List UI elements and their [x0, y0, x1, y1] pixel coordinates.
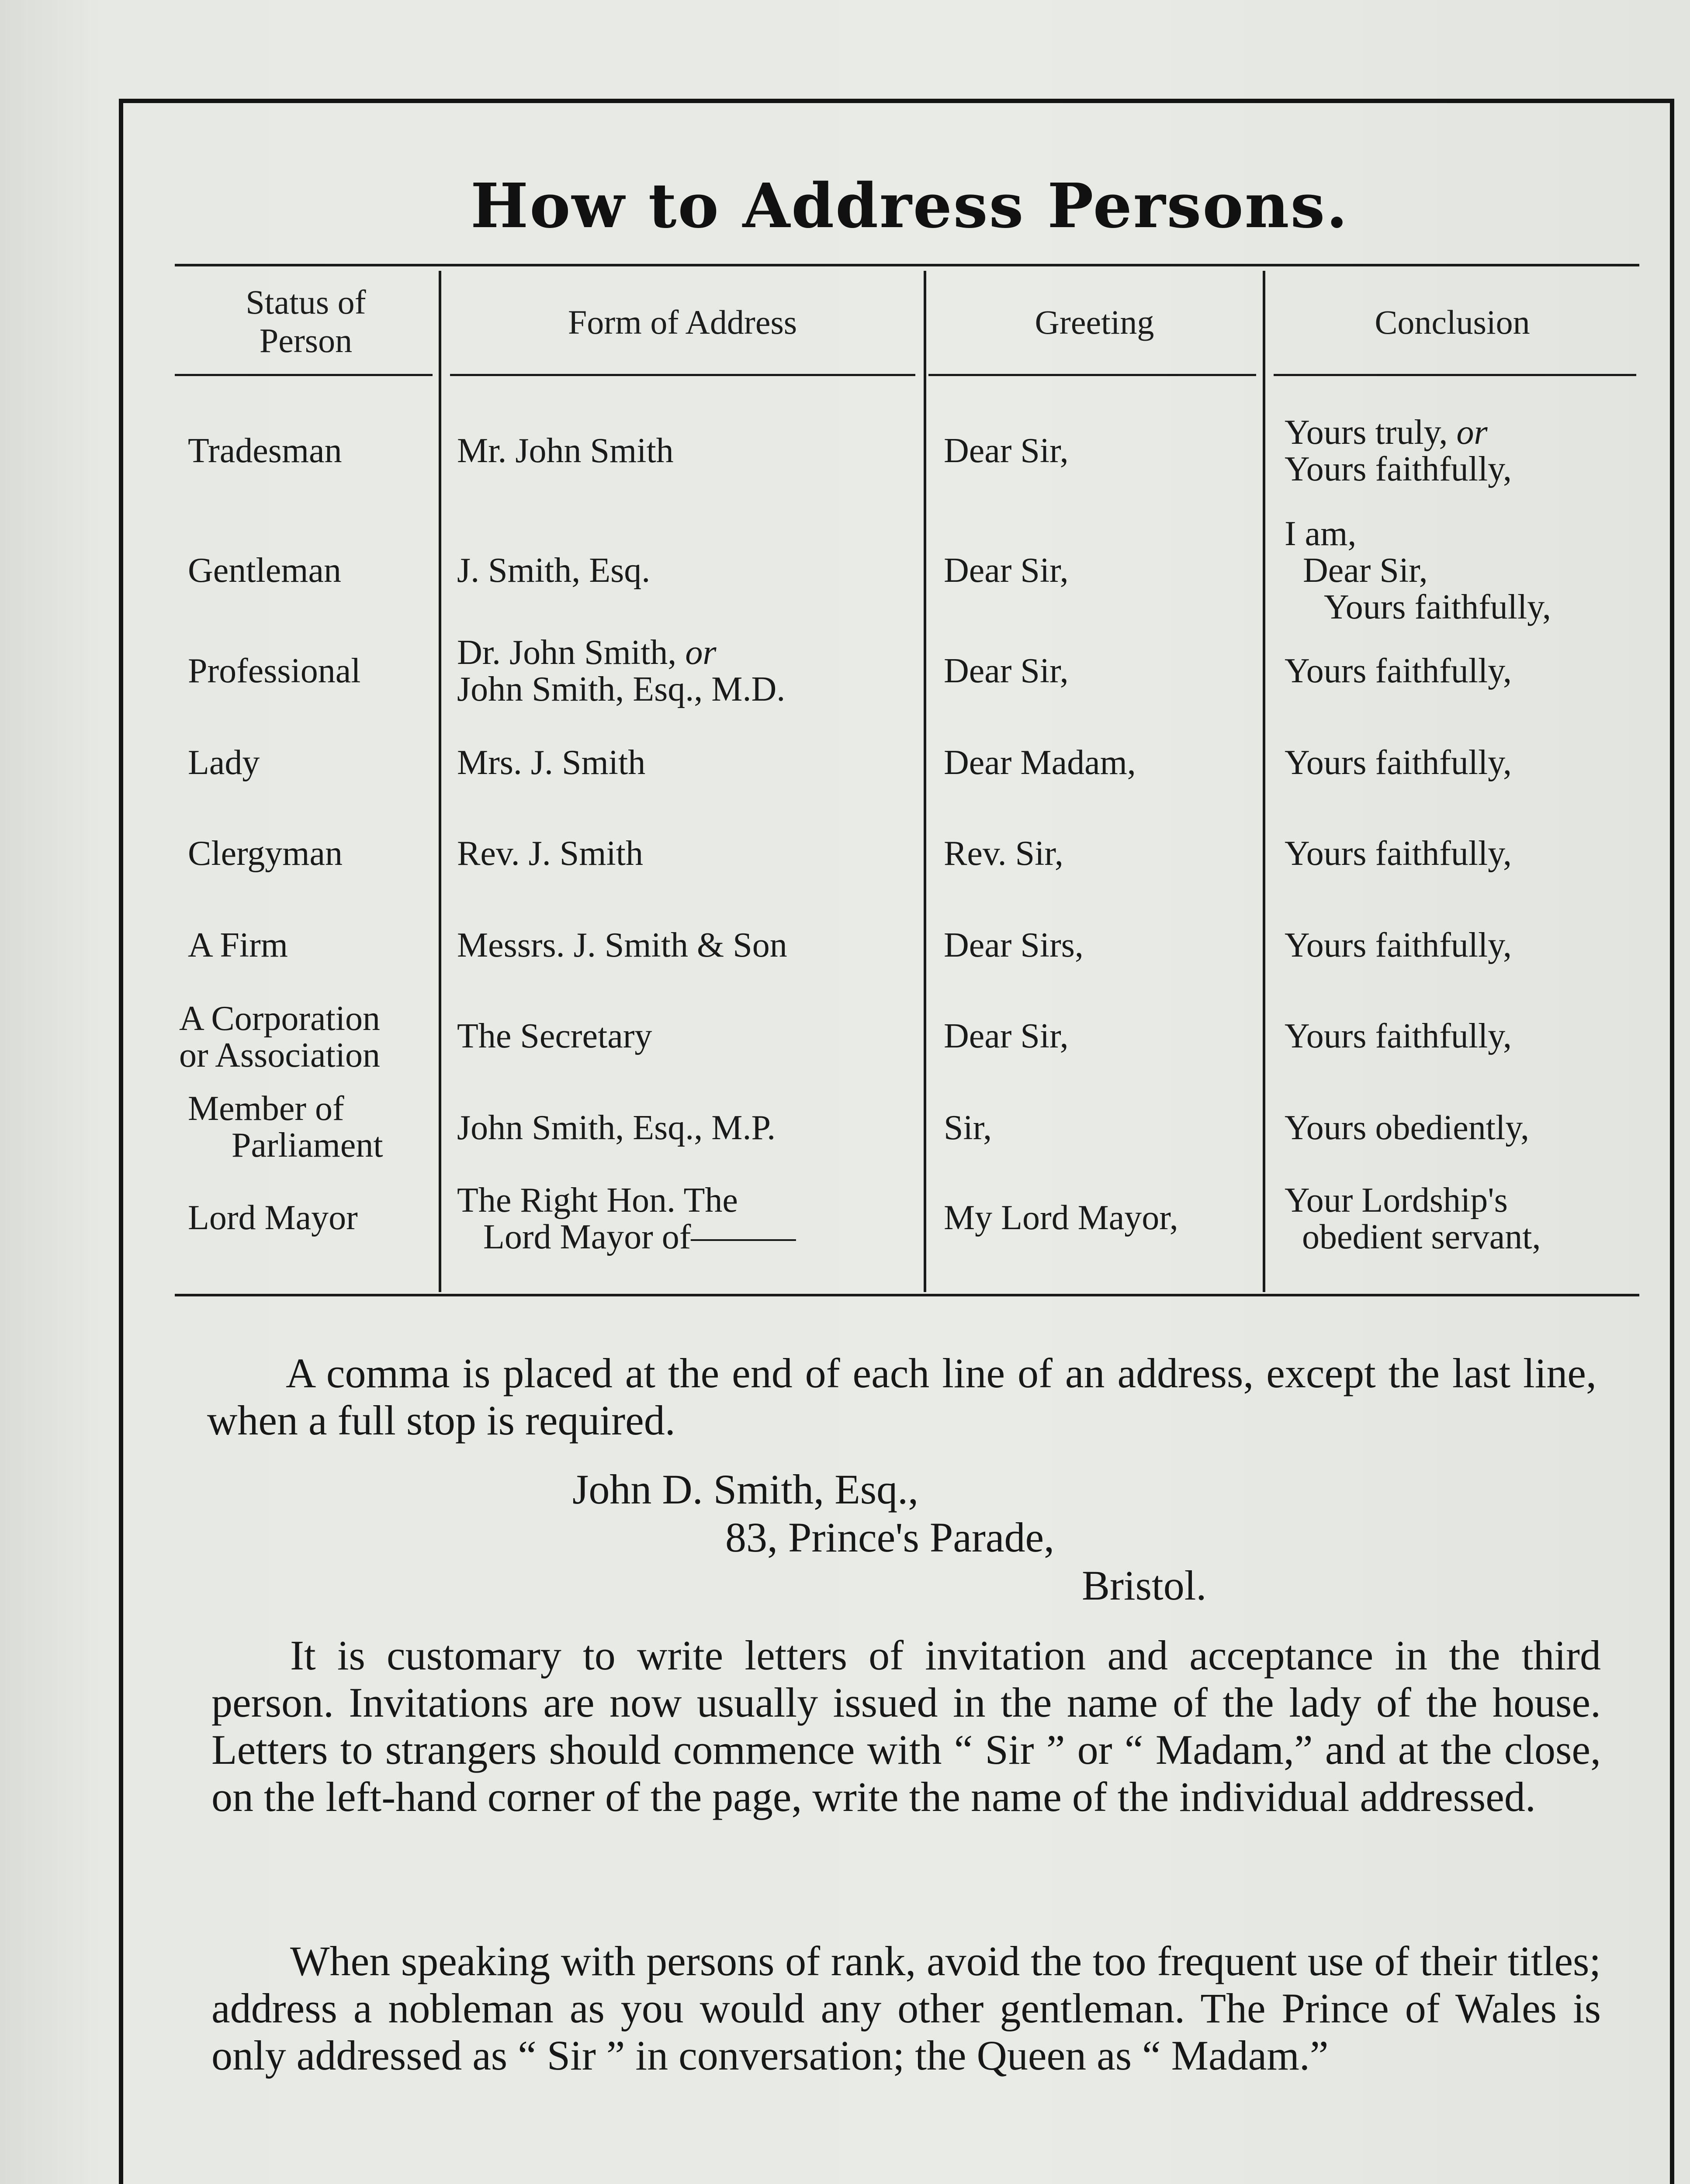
page-title: How to Address Persons. — [470, 170, 1349, 242]
table-bottom-rule — [175, 1294, 1639, 1296]
table-row-lord-mayor-form — [457, 1182, 796, 1255]
status-line: Member of — [188, 1089, 344, 1128]
table-row-gentleman-status: Gentleman — [188, 551, 341, 590]
conclusion-line: Yours truly, — [1285, 413, 1448, 452]
status-line: Parliament — [232, 1126, 383, 1165]
column-divider-3 — [1263, 271, 1265, 1292]
table-row-gentleman-greeting: Dear Sir, — [944, 551, 1069, 590]
header-status-line2: Person — [259, 321, 353, 359]
header-status-line1: Status of — [246, 283, 366, 321]
header-rule-status — [175, 374, 433, 376]
table-row-gentleman-conclusion-2: Dear Sir, — [1303, 551, 1428, 590]
table-row-gentleman-conclusion-1: I am, — [1285, 515, 1357, 553]
form-line: Dr. John Smith, — [457, 633, 677, 672]
conclusion-line: Yours faithfully, — [1285, 450, 1512, 488]
header-greeting: Greeting — [1035, 303, 1154, 341]
table-row-professional-form — [457, 634, 785, 708]
header-status — [175, 283, 437, 360]
table-row-professional-conclusion: Yours faithfully, — [1285, 652, 1512, 690]
table-row-gentleman-form: J. Smith, Esq. — [457, 551, 651, 590]
status-line: A Corporation — [179, 999, 380, 1038]
table-row-tradesman-conclusion — [1285, 414, 1512, 487]
header-conclusion: Conclusion — [1375, 303, 1530, 341]
paragraph-rank: When speaking with persons of rank, avoid the too frequent use of their titles; address a nobleman as you would any other gentleman. The Prince of Wales is only addressed as “ Sir ” in conversation; the Queen as “ Madam.” — [211, 1938, 1601, 2079]
table-top-rule — [175, 264, 1639, 266]
table-row-lady-status: Lady — [188, 743, 260, 782]
header-form: Form of Address — [568, 303, 797, 341]
table-row-lord-mayor-conclusion — [1285, 1182, 1541, 1255]
form-line: Lord Mayor of——— — [483, 1218, 796, 1256]
table-row-tradesman-form: Mr. John Smith — [457, 432, 674, 470]
paragraph-invitations: It is customary to write letters of invitation and acceptance in the third person. Invitations are now usually issued in the name of the lady of the house. Letters to strangers should commence with “ Sir ” or “ Madam,” and at the close, on the left-hand corner of the page, write the name of the individual addressed. — [211, 1632, 1601, 1820]
table-row-firm-greeting: Dear Sirs, — [944, 926, 1084, 964]
table-row-tradesman-status: Tradesman — [188, 432, 342, 470]
table-row-gentleman-conclusion-3: Yours faithfully, — [1324, 588, 1551, 626]
table-row-clergyman-greeting: Rev. Sir, — [944, 834, 1063, 873]
table-row-corporation-status — [179, 1000, 380, 1074]
paragraph-comma-rule: A comma is placed at the end of each line of an address, except the last line, when a full stop is required. — [207, 1350, 1596, 1444]
table-row-lord-mayor-greeting: My Lord Mayor, — [944, 1199, 1178, 1237]
form-or: or — [685, 633, 717, 672]
table-row-clergyman-form: Rev. J. Smith — [457, 834, 643, 873]
table-row-clergyman-conclusion: Yours faithfully, — [1285, 834, 1512, 873]
conclusion-line: Your Lordship's — [1285, 1181, 1508, 1220]
table-row-lord-mayor-status: Lord Mayor — [188, 1199, 358, 1237]
table-row-professional-status: Professional — [188, 652, 361, 690]
address-line-1: John D. Smith, Esq., — [572, 1466, 919, 1513]
table-row-firm-status: A Firm — [188, 926, 288, 964]
form-line: The Right Hon. The — [457, 1181, 738, 1220]
table-row-corporation-greeting: Dear Sir, — [944, 1017, 1069, 1055]
table-row-corporation-form: The Secretary — [457, 1017, 652, 1055]
header-rule-greeting — [928, 374, 1256, 376]
table-row-firm-form: Messrs. J. Smith & Son — [457, 926, 787, 964]
header-rule-form — [450, 374, 915, 376]
table-row-mp-conclusion: Yours obediently, — [1285, 1109, 1530, 1147]
table-row-clergyman-status: Clergyman — [188, 834, 343, 873]
header-rule-conclusion — [1274, 374, 1636, 376]
column-divider-2 — [924, 271, 926, 1292]
table-row-lady-conclusion: Yours faithfully, — [1285, 743, 1512, 782]
table-row-corporation-conclusion: Yours faithfully, — [1285, 1017, 1512, 1055]
table-row-mp-form: John Smith, Esq., M.P. — [457, 1109, 776, 1147]
conclusion-or: or — [1456, 413, 1488, 452]
table-row-firm-conclusion: Yours faithfully, — [1285, 926, 1512, 964]
conclusion-line: obedient servant, — [1302, 1218, 1541, 1256]
address-line-3: Bristol. — [1082, 1562, 1207, 1609]
status-line: or Association — [179, 1036, 380, 1075]
table-row-tradesman-greeting: Dear Sir, — [944, 432, 1069, 470]
table-row-mp-greeting: Sir, — [944, 1109, 992, 1147]
table-row-mp-status — [188, 1090, 383, 1164]
column-divider-1 — [439, 271, 441, 1292]
table-row-professional-greeting: Dear Sir, — [944, 652, 1069, 690]
form-line: John Smith, Esq., M.D. — [457, 670, 786, 708]
address-line-2: 83, Prince's Parade, — [725, 1514, 1055, 1561]
table-row-lady-form: Mrs. J. Smith — [457, 743, 646, 782]
table-row-lady-greeting: Dear Madam, — [944, 743, 1136, 782]
